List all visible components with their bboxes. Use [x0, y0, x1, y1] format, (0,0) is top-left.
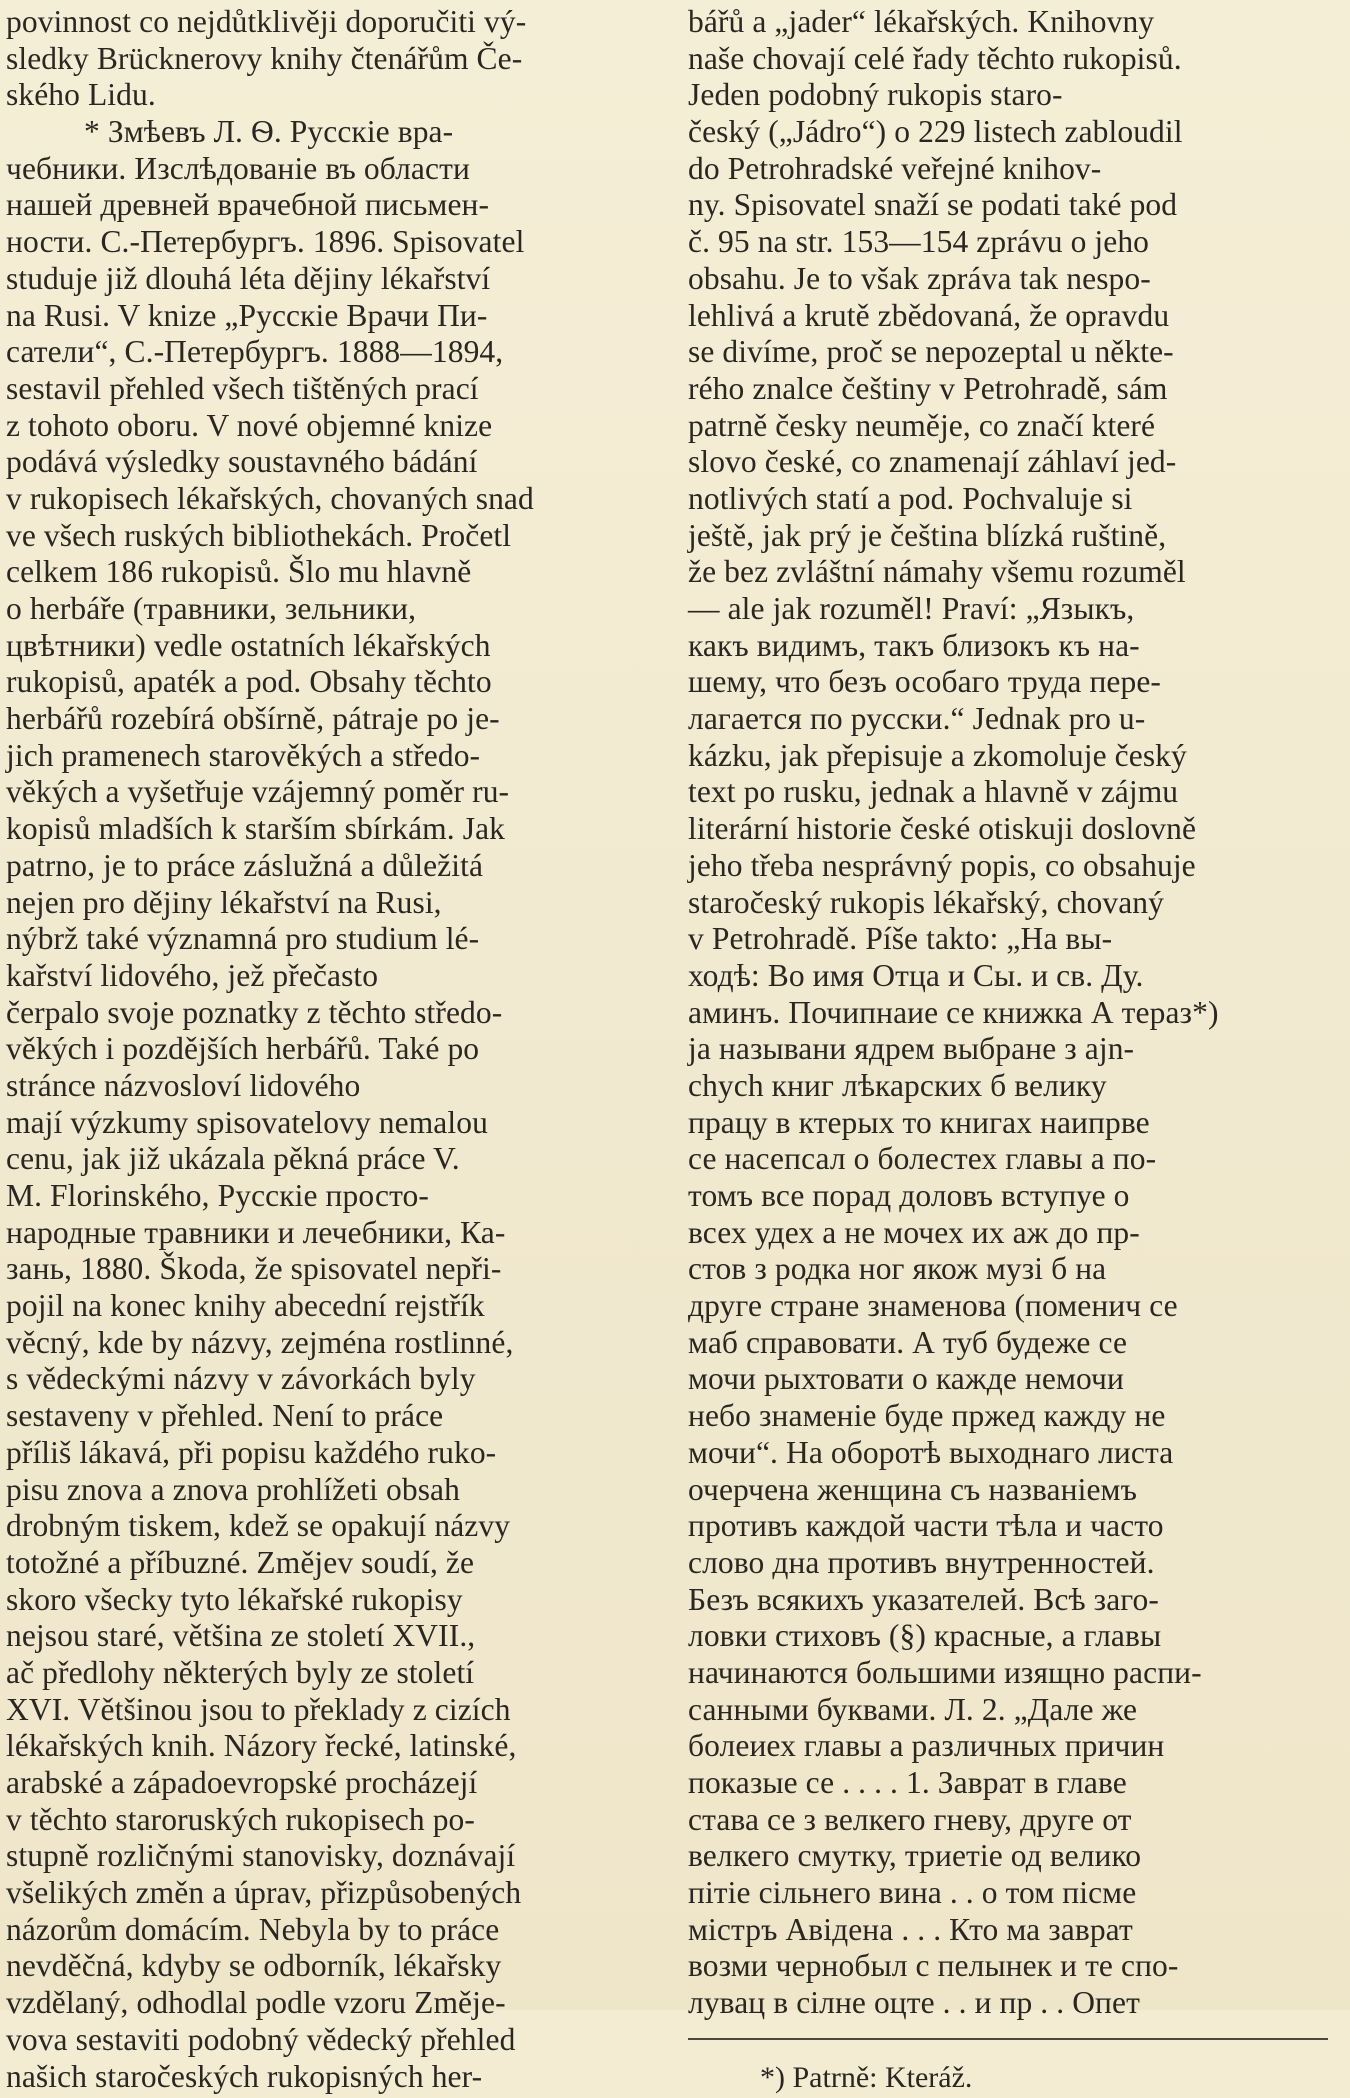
left-column-line-6: нашей древней врачебной письмен-	[6, 187, 490, 223]
left-column-line-53: názorům domácím. Nebyla by to práce	[6, 1911, 500, 1947]
left-column-line-36: pojil na konec knihy abecední rejstřík	[6, 1288, 485, 1324]
left-column-line-18: цвѣтники) vedle ostatních lékařských	[6, 627, 491, 663]
left-column-line-56: vova sestaviti podobný vědecký přehled	[6, 2021, 516, 2057]
left-column-line-7: ности. С.-Петербургъ. 1896. Spisovatel	[6, 224, 525, 260]
right-column-line-27: ходѣ: Во имя Отца и Сы. и св. Ду.	[688, 957, 1144, 993]
left-column-line-54: nevděčná, kdyby se odborník, lékařsky	[6, 1948, 502, 1984]
left-column-line-39: sestaveny v přehled. Není to práce	[6, 1398, 444, 1434]
left-column-line-55: vzdělaný, odhodlal podle vzoru Změje-	[6, 1985, 506, 2021]
left-column-line-3: ského Lidu.	[6, 77, 156, 113]
left-column-line-49: arabské a západoevropské procházejí	[6, 1765, 478, 1800]
right-column-line-39: небо знаменіе буде пржед кажду не	[688, 1398, 1166, 1434]
left-column-line-32: cenu, jak již ukázala pěkná práce V.	[6, 1141, 460, 1177]
right-column-line-2: naše chovají celé řady těchto rukopisů.	[688, 40, 1182, 76]
right-column-line-28: аминъ. Почипнаие се книжка А тераз*)	[688, 994, 1219, 1030]
right-column-line-25: staročeský rukopis lékařský, chovaný	[688, 884, 1164, 920]
right-column-line-33: томъ все порад доловъ вступуе о	[688, 1178, 1130, 1213]
left-column-line-38: s vědeckými názvy v závorkách byly	[6, 1361, 476, 1397]
right-column-lines	[688, 4, 1338, 2022]
left-column-line-20: herbářů rozebírá obšírně, pátraje po je-	[6, 701, 500, 737]
right-column-line-38: мочи рыхтовати о кажде немочи	[688, 1361, 1124, 1397]
left-column-line-46: ač předlohy některých byly ze století	[6, 1654, 475, 1690]
right-column-line-44: Безъ всякихъ указателей. Всѣ заго-	[688, 1581, 1159, 1617]
right-column-line-10: se divíme, proč se nepozeptal u někte-	[688, 334, 1174, 370]
left-column-line-25: nejen pro dějiny lékařství na Rusi,	[6, 884, 442, 920]
right-column-line-45: ловки стиховъ (§) красные, а главы	[688, 1618, 1162, 1654]
right-column-line-4: český („Jádro“) o 229 listech zabloudil	[688, 114, 1183, 150]
right-column-line-23: literární historie české otiskuji doslovně	[688, 811, 1197, 847]
right-column-line-15: ještě, jak prý je čeština blízká ruštině,	[688, 517, 1167, 553]
right-column-line-26: v Petrohradě. Píše takto: „На вы-	[688, 921, 1113, 957]
left-column-line-14: v rukopisech lékařských, chovaných snad	[6, 480, 534, 516]
left-column-line-45: nejsou staré, většina ze století XVII.,	[6, 1618, 476, 1654]
right-column-line-46: начинаются большими изящно распи-	[688, 1654, 1202, 1690]
left-column-line-10: сатели“, С.-Петербургъ. 1888—1894,	[6, 334, 504, 370]
right-column-line-34: всех удех а не мочех их аж до пр-	[688, 1214, 1140, 1250]
left-column-line-11: sestavil přehled všech tištěných prací	[6, 370, 479, 406]
footnote-separator	[688, 2026, 1328, 2050]
right-text-column	[688, 4, 1338, 2098]
left-column-line-23: kopisů mladších k starším sbírkám. Jak	[6, 811, 506, 847]
right-column-line-36: друге стране знаменова (поменич се	[688, 1288, 1178, 1324]
left-column-line-50: v těchto staroruských rukopisech po-	[6, 1801, 475, 1837]
left-column-line-29: věkých i pozdějších herbářů. Také po	[6, 1031, 480, 1067]
right-column-line-7: č. 95 na str. 153—154 zprávu o jeho	[688, 224, 1150, 260]
left-column-line-52: všelikých změn a úprav, přizpůsobených	[6, 1875, 522, 1911]
left-column-line-47: XVI. Většinou jsou to překlady z cizích	[6, 1691, 511, 1727]
right-column-line-51: велкего смутку, триетіе од велико	[688, 1838, 1142, 1874]
right-column-line-9: lehlivá a krutě zbědovaná, že opravdu	[688, 297, 1170, 333]
right-column-line-19: шему, что безъ особаго труда пере-	[688, 664, 1162, 700]
right-column-line-21: kázku, jak přepisuje a zkomoluje český	[688, 737, 1187, 773]
right-column-line-41: очерчена женщина съ названіемъ	[688, 1471, 1137, 1507]
left-column-line-57: našich staročeských rukopisných her-	[6, 2058, 483, 2094]
right-column-line-35: стов з родка ног якож музі б на	[688, 1251, 1107, 1287]
right-column-line-24: jeho třeba nesprávný popis, co obsahuje	[688, 847, 1196, 883]
left-column-line-5: чебники. Изслѣдованіе въ области	[6, 150, 470, 186]
right-column-line-8: obsahu. Je to však zpráva tak nespo-	[688, 260, 1151, 296]
left-column-line-12: z tohoto oboru. V nové objemné knize	[6, 407, 493, 443]
right-column-line-22: text po rusku, jednak a hlavně v zájmu	[688, 774, 1179, 810]
left-column-line-4: * Змѣевъ Л. Ѳ. Русскіе вра-	[84, 114, 454, 150]
right-column-line-6: ny. Spisovatel snaží se podati také pod	[688, 187, 1178, 223]
left-column-line-26: nýbrž také významná pro studium lé-	[6, 921, 480, 957]
left-column-line-13: podává výsledky soustavného bádání	[6, 444, 478, 480]
right-column-line-54: возми чернобыл с пелынек и те спо-	[688, 1948, 1179, 1984]
right-column-line-5: do Petrohradské veřejné knihov-	[688, 150, 1102, 186]
right-column-line-47: санными буквами. Л. 2. „Дале же	[688, 1691, 1138, 1727]
right-column-line-42: противъ каждой части тѣла и часто	[688, 1508, 1164, 1544]
left-column-line-15: ve všech ruských bibliothekách. Pročetl	[6, 517, 512, 553]
left-column-line-24: patrno, je to práce záslužná a důležitá	[6, 847, 484, 883]
right-column-line-1: bářů a „jader“ lékařských. Knihovny	[688, 4, 1155, 39]
left-column-line-28: čerpalo svoje poznatky z těchto středo-	[6, 994, 503, 1030]
left-column-line-16: celkem 186 rukopisů. Šlo mu hlavně	[6, 554, 472, 590]
right-column-line-53: містръ Авідена . . . Кто ма заврат	[688, 1911, 1133, 1947]
right-column-line-30: chych книг лѣкарских б велику	[688, 1067, 1107, 1103]
right-column-line-13: slovo české, co znamenají záhlaví jed-	[688, 444, 1177, 480]
left-column-line-22: věkých a vyšetřuje vzájemný poměr ru-	[6, 774, 510, 810]
left-column-line-19: rukopisů, apaték a pod. Obsahy těchto	[6, 664, 492, 700]
left-column-line-48: lékařských knih. Názory řecké, latinské,	[6, 1728, 517, 1764]
left-column-line-37: věcný, kde by názvy, zejména rostlinné,	[6, 1324, 514, 1360]
right-column-line-43: слово дна противъ внутренностей.	[688, 1544, 1155, 1580]
right-column-line-32: се насепсал о болестех главы а по-	[688, 1141, 1157, 1177]
left-column-line-41: pisu znova a znova prohlížeti obsah	[6, 1471, 460, 1507]
left-column-line-27: kařství lidového, jež přečasto	[6, 957, 379, 993]
left-column-line-8: studuje již dlouhá léta dějiny lékařství	[6, 260, 491, 296]
right-column-line-12: patrně česky neuměje, co značí které	[688, 407, 1156, 443]
right-column-line-14: notlivých statí a pod. Pochvaluje si	[688, 480, 1133, 516]
left-column-line-1: povinnost co nejdůtklivěji doporučiti vý-	[6, 4, 527, 39]
right-column-line-49: показые се . . . . 1. Заврат в главе	[688, 1765, 1127, 1800]
left-column-line-9: na Rusi. V knize „Русскіе Врачи Пи-	[6, 297, 488, 333]
right-column-line-18: какъ видимъ, такъ близокъ къ на-	[688, 627, 1140, 663]
left-column-line-33: M. Florinského, Русскіе просто-	[6, 1178, 429, 1213]
left-column-line-2: sledky Brücknerovy knihy čtenářům Če-	[6, 40, 523, 76]
right-column-line-37: маб справовати. А туб будеже се	[688, 1324, 1128, 1360]
right-column-line-11: rého znalce češtiny v Petrohradě, sám	[688, 370, 1168, 406]
right-column-line-16: že bez zvláštní námahy všemu rozuměl	[688, 554, 1186, 590]
left-column-line-40: příliš lákavá, při popisu každého ruko-	[6, 1434, 497, 1470]
left-column-line-51: stupně rozličnými stanovisky, doznávají	[6, 1838, 516, 1874]
right-column-line-52: пітіе сільнего вина . . о том пісме	[688, 1875, 1137, 1911]
right-column-line-48: болеиех главы а различных причин	[688, 1728, 1165, 1764]
left-column-line-42: drobným tiskem, kdež se opakují názvy	[6, 1508, 511, 1544]
right-column-line-29: ја называни ядрем выбране з ajn-	[688, 1031, 1135, 1067]
left-column-line-43: totožné a příbuzné. Změjev soudí, že	[6, 1544, 475, 1580]
right-column-line-50: става се з велкего гневу, друге от	[688, 1801, 1132, 1837]
right-column-line-20: лагается по русски.“ Jednak pro u-	[688, 701, 1146, 737]
left-column-line-34: народные травники и лечебники, Ка-	[6, 1214, 506, 1250]
right-column-line-40: мочи“. На оборотѣ выходнаго листа	[688, 1434, 1174, 1470]
right-column-line-55: лувац в сілне оцте . . и пр . . Опет	[688, 1985, 1140, 2021]
footnote: *) Patrně: Kteráž.	[760, 2060, 973, 2094]
left-text-column	[6, 4, 656, 2095]
left-column-line-35: зань, 1880. Škoda, že spisovatel nepři-	[6, 1251, 502, 1287]
right-column-line-31: працу в ктерых то книгах наипрве	[688, 1104, 1150, 1140]
left-column-line-31: mají výzkumy spisovatelovy nemalou	[6, 1104, 488, 1140]
left-column-line-17: o herbáře (травники, зельники,	[6, 591, 417, 626]
right-column-line-17: — ale jak rozuměl! Praví: „Языкъ,	[688, 591, 1135, 626]
left-column-line-21: jich pramenech starověkých a středo-	[6, 737, 481, 773]
left-column-line-44: skoro všecky tyto lékařské rukopisy	[6, 1581, 463, 1617]
left-column-line-30: stránce názvosloví lidového	[6, 1067, 361, 1103]
right-column-line-3: Jeden podobný rukopis staro-	[688, 77, 1063, 113]
